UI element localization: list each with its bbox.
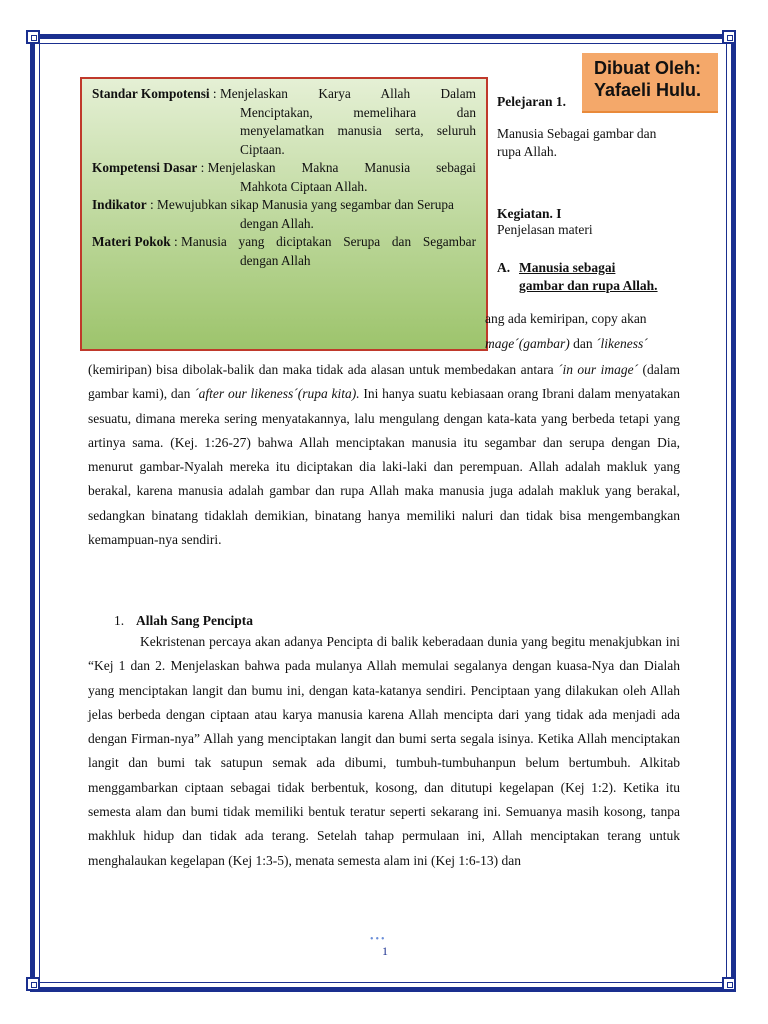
section-a-marker: A.: [497, 260, 511, 275]
dasar-label: Kompetensi Dasar: [92, 160, 198, 175]
indikator: [92, 196, 476, 233]
activity-label: Kegiatan. I: [497, 206, 562, 221]
dasar-rest: Mahkota Ciptaan Allah.: [240, 178, 368, 194]
materi-label: Materi Pokok: [92, 234, 171, 249]
competency-box: [80, 77, 488, 351]
standar-sep: :: [209, 86, 220, 101]
intro-line-1: ang ada kemiripan, copy akan: [485, 311, 647, 326]
border-corner-ornament: [722, 30, 736, 44]
standar-rest: Menciptakan, memelihara dan menyelamatkan manusia serta, seluruh Ciptaan.: [240, 104, 476, 157]
body-paragraph-1-text: (kemiripan) bisa dibolak-balik dan maka tidak ada alasan untuk membedakan antara ´in our image´ (dalam gambar kami), dan ´after our likeness´(rupa kita). Ini hanya suatu kebiasaan orang Ibrani dalam menyatakan sesuatu, dimana mereka sering menyatakannya, lalu mengulang dengan kata-kata yang berbeda tetapi yang artinya sama. (Kej. 1:26-27) bahwa Allah menciptakan manusia itu segambar dan serupa dengan Dia, menurut gambar-Nyalah mereka itu diciptakan dia laki-laki dan perempuan. Allah adalah makluk yang berakal, karena manusia adalah gambar dan rupa Allah maka manusia juga adalah makluk yang berakal, sedangkan binatang tidaklah demikian, binatang hanya memiliki naluri dan tidak bisa mengembangkan kemampuan-nya sendiri.: [88, 362, 680, 548]
border-corner-ornament: [722, 977, 736, 991]
standar-kompetensi: [92, 85, 476, 159]
materi-sep: :: [170, 234, 182, 249]
section-a-heading: [497, 259, 687, 295]
border-corner-ornament: [26, 30, 40, 44]
kompetensi-dasar: [92, 159, 476, 196]
section-a-title-line1: Manusia sebagai: [519, 260, 616, 275]
dasar-sep: :: [197, 160, 208, 175]
author-label-line2: Yafaeli Hulu.: [594, 80, 702, 100]
italic-term: ´in our image´: [558, 362, 639, 377]
section-a-title-line2: gambar dan rupa Allah.: [519, 278, 658, 293]
subsection-number: 1.: [114, 613, 125, 628]
subsection-title: Allah Sang Pencipta: [136, 613, 254, 628]
intro-image-term: mage´(gambar): [485, 336, 570, 351]
intro-likeness-term: ´likeness´: [595, 336, 648, 351]
standar-first: Menjelaskan Karya Allah Dalam: [219, 86, 476, 101]
indikator-label: Indikator: [92, 197, 147, 212]
body-paragraph-1: [88, 358, 680, 552]
border-corner-ornament: [26, 977, 40, 991]
intro-connector: dan: [569, 336, 596, 351]
intro-line-2: [485, 334, 648, 354]
body-paragraph-2: Kekristenan percaya akan adanya Pencipta di balik keberadaan dunia yang begitu menakjubkan ini “Kej 1 dan 2. Menjelaskan bahwa pada mulanya Allah memulai segalanya dengan kuasa-Nya dan Dialah yang menciptakan langit dan bumu ini, dengan kata-katanya sendiri. Penciptaan yang dilakukan oleh Allah jelas berbeda dengan ciptaan atau karya manusia karena Allah mencipta dari yang tidak ada menjadi ada dengan Firman-nya” Allah yang menciptakan langit dan bumi serta segala isinya. Ketika Allah menciptakan langit dan bumi tak satupun semak ada dibumi, tumbuh-tumbuhanpun belum bertumbuh. Alkitab menggambarkan ciptaan sebagai tidak berbentuk, kosong, dan ditutupi kegelapan (Kej 1:2). Ketika itu semesta alam dan bumi tidak memiliki bentuk teratur seperti sekarang ini. Semuanya masih kosong, tanpa makhluk hidup dan tidak ada terang. Setelah tahap permulaan ini, Allah menciptakan terang untuk menghalaukan kegelapan (Kej 1:3-5), menata semesta alam ini (Kej 1:6-13) dan: [88, 634, 680, 868]
indikator-first: Mewujubkan sikap Manusia yang segambar dan Serupa: [157, 197, 454, 212]
dasar-first: Menjelaskan Makna Manusia sebagai: [207, 160, 476, 175]
lesson-label: Pelejaran 1.: [497, 94, 566, 109]
lesson-title: Manusia Sebagai gambar dan rupa Allah.: [497, 126, 657, 159]
indikator-sep: :: [146, 197, 158, 212]
materi-pokok: [92, 233, 476, 270]
subsection-heading: [114, 613, 253, 629]
author-label: [582, 53, 718, 113]
author-label-line1: Dibuat Oleh:: [594, 58, 701, 78]
page-number-ornament: •••: [370, 934, 387, 945]
indikator-rest: dengan Allah.: [240, 215, 314, 231]
italic-term: ´after our likeness´(rupa kita).: [194, 386, 360, 402]
standar-label: Standar Kompotensi: [92, 86, 210, 101]
activity-subtitle: Penjelasan materi: [497, 222, 593, 237]
materi-first: Manusia yang diciptakan Serupa dan Segambar: [181, 234, 476, 249]
page-number: 1: [382, 944, 388, 958]
materi-rest: dengan Allah: [240, 252, 311, 268]
